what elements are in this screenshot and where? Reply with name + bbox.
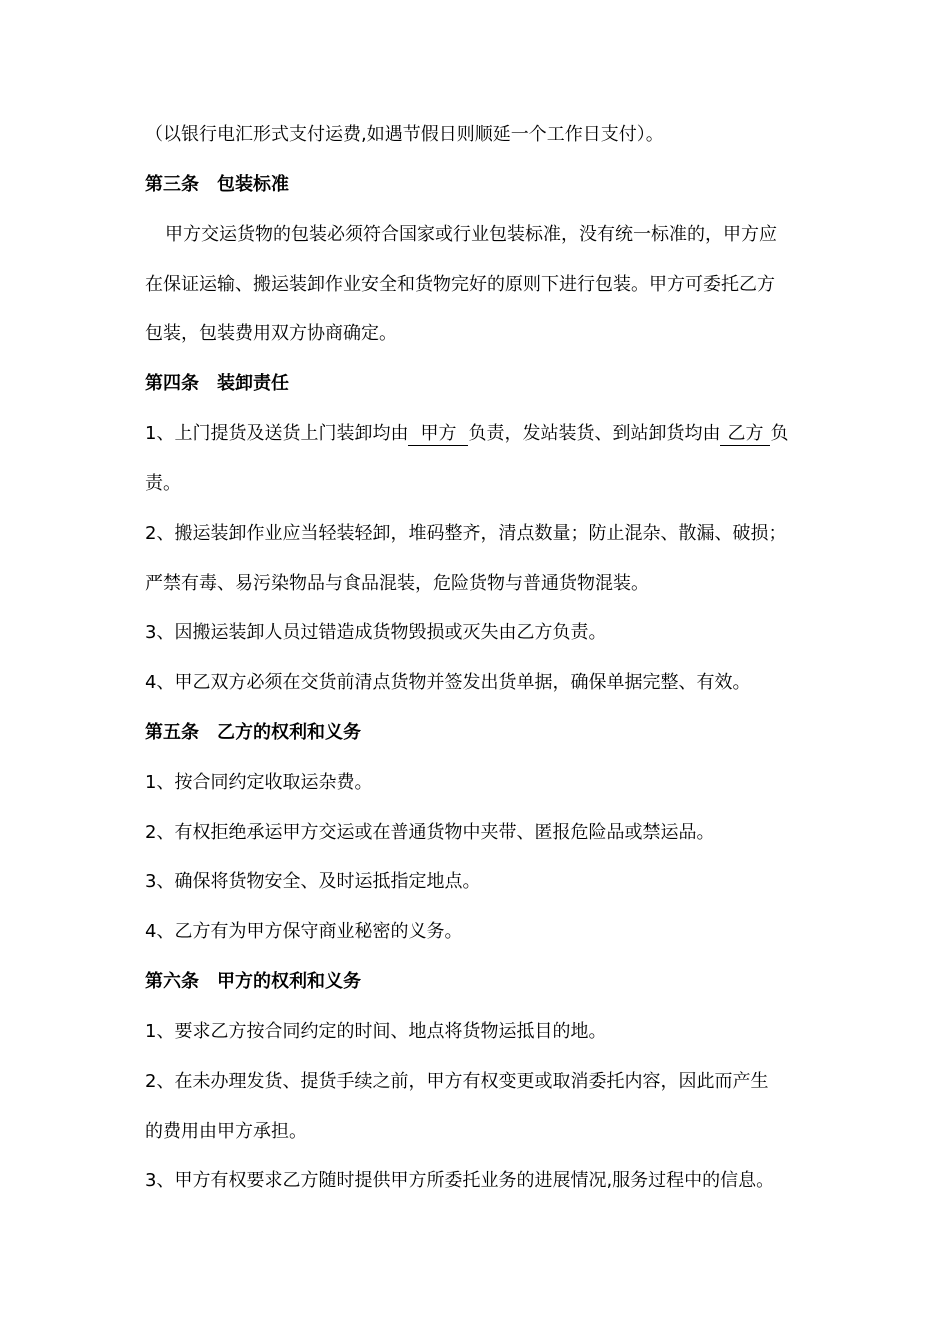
- article-title: 装卸责任: [217, 373, 289, 394]
- article-number: 第三条: [145, 174, 199, 195]
- clause-4-1: [145, 422, 810, 446]
- article-number: 第四条: [145, 373, 199, 394]
- clause-5-2: 2、有权拒绝承运甲方交运或在普通货物中夹带、匿报危险品或禁运品。: [145, 822, 715, 843]
- paragraph-line: 责。: [145, 473, 181, 494]
- article-number: 第六条: [145, 971, 199, 992]
- clause-4-3: 3、因搬运装卸人员过错造成货物毁损或灭失由乙方负责。: [145, 622, 607, 643]
- article-5-heading: [145, 721, 810, 745]
- article-title: 包装标准: [217, 174, 289, 195]
- article-number: 第五条: [145, 722, 199, 743]
- clause-4-4: 4、甲乙双方必须在交货前清点货物并签发出货单据，确保单据完整、有效。: [145, 672, 751, 693]
- fill-in-blank: 乙方: [720, 423, 770, 446]
- paragraph-line: 甲方交运货物的包装必须符合国家或行业包装标准，没有统一标准的，甲方应: [165, 224, 777, 245]
- clause-6-3: 3、甲方有权要求乙方随时提供甲方所委托业务的进展情况,服务过程中的信息。: [145, 1170, 775, 1191]
- clause-text: 负: [770, 423, 789, 444]
- clause-6-2: 2、在未办理发货、提货手续之前，甲方有权变更或取消委托内容，因此而产生: [145, 1071, 769, 1092]
- article-6-heading: [145, 970, 810, 994]
- payment-note: （以银行电汇形式支付运费,如遇节假日则顺延一个工作日支付）。: [145, 124, 664, 145]
- paragraph-line: 在保证运输、搬运装卸作业安全和货物完好的原则下进行包装。甲方可委托乙方: [145, 274, 775, 295]
- article-3-heading: [145, 173, 810, 197]
- paragraph-line: 严禁有毒、易污染物品与食品混装，危险货物与普通货物混装。: [145, 573, 649, 594]
- clause-5-4: 4、乙方有为甲方保守商业秘密的义务。: [145, 921, 463, 942]
- fill-in-blank: 甲方: [408, 423, 468, 446]
- article-title: 乙方的权利和义务: [217, 722, 361, 743]
- article-title: 甲方的权利和义务: [217, 971, 361, 992]
- clause-text: 负责，发站装货、到站卸货均由: [468, 423, 721, 444]
- clause-text: 1、上门提货及送货上门装卸均由: [145, 423, 409, 444]
- clause-6-1: 1、要求乙方按合同约定的时间、地点将货物运抵目的地。: [145, 1021, 607, 1042]
- article-4-heading: [145, 372, 810, 396]
- paragraph-line: 的费用由甲方承担。: [145, 1121, 307, 1142]
- paragraph-line: 包装，包装费用双方协商确定。: [145, 323, 397, 344]
- clause-5-1: 1、按合同约定收取运杂费。: [145, 772, 373, 793]
- clause-5-3: 3、确保将货物安全、及时运抵指定地点。: [145, 871, 481, 892]
- clause-4-2: 2、搬运装卸作业应当轻装轻卸，堆码整齐，清点数量；防止混杂、散漏、破损；: [145, 523, 787, 544]
